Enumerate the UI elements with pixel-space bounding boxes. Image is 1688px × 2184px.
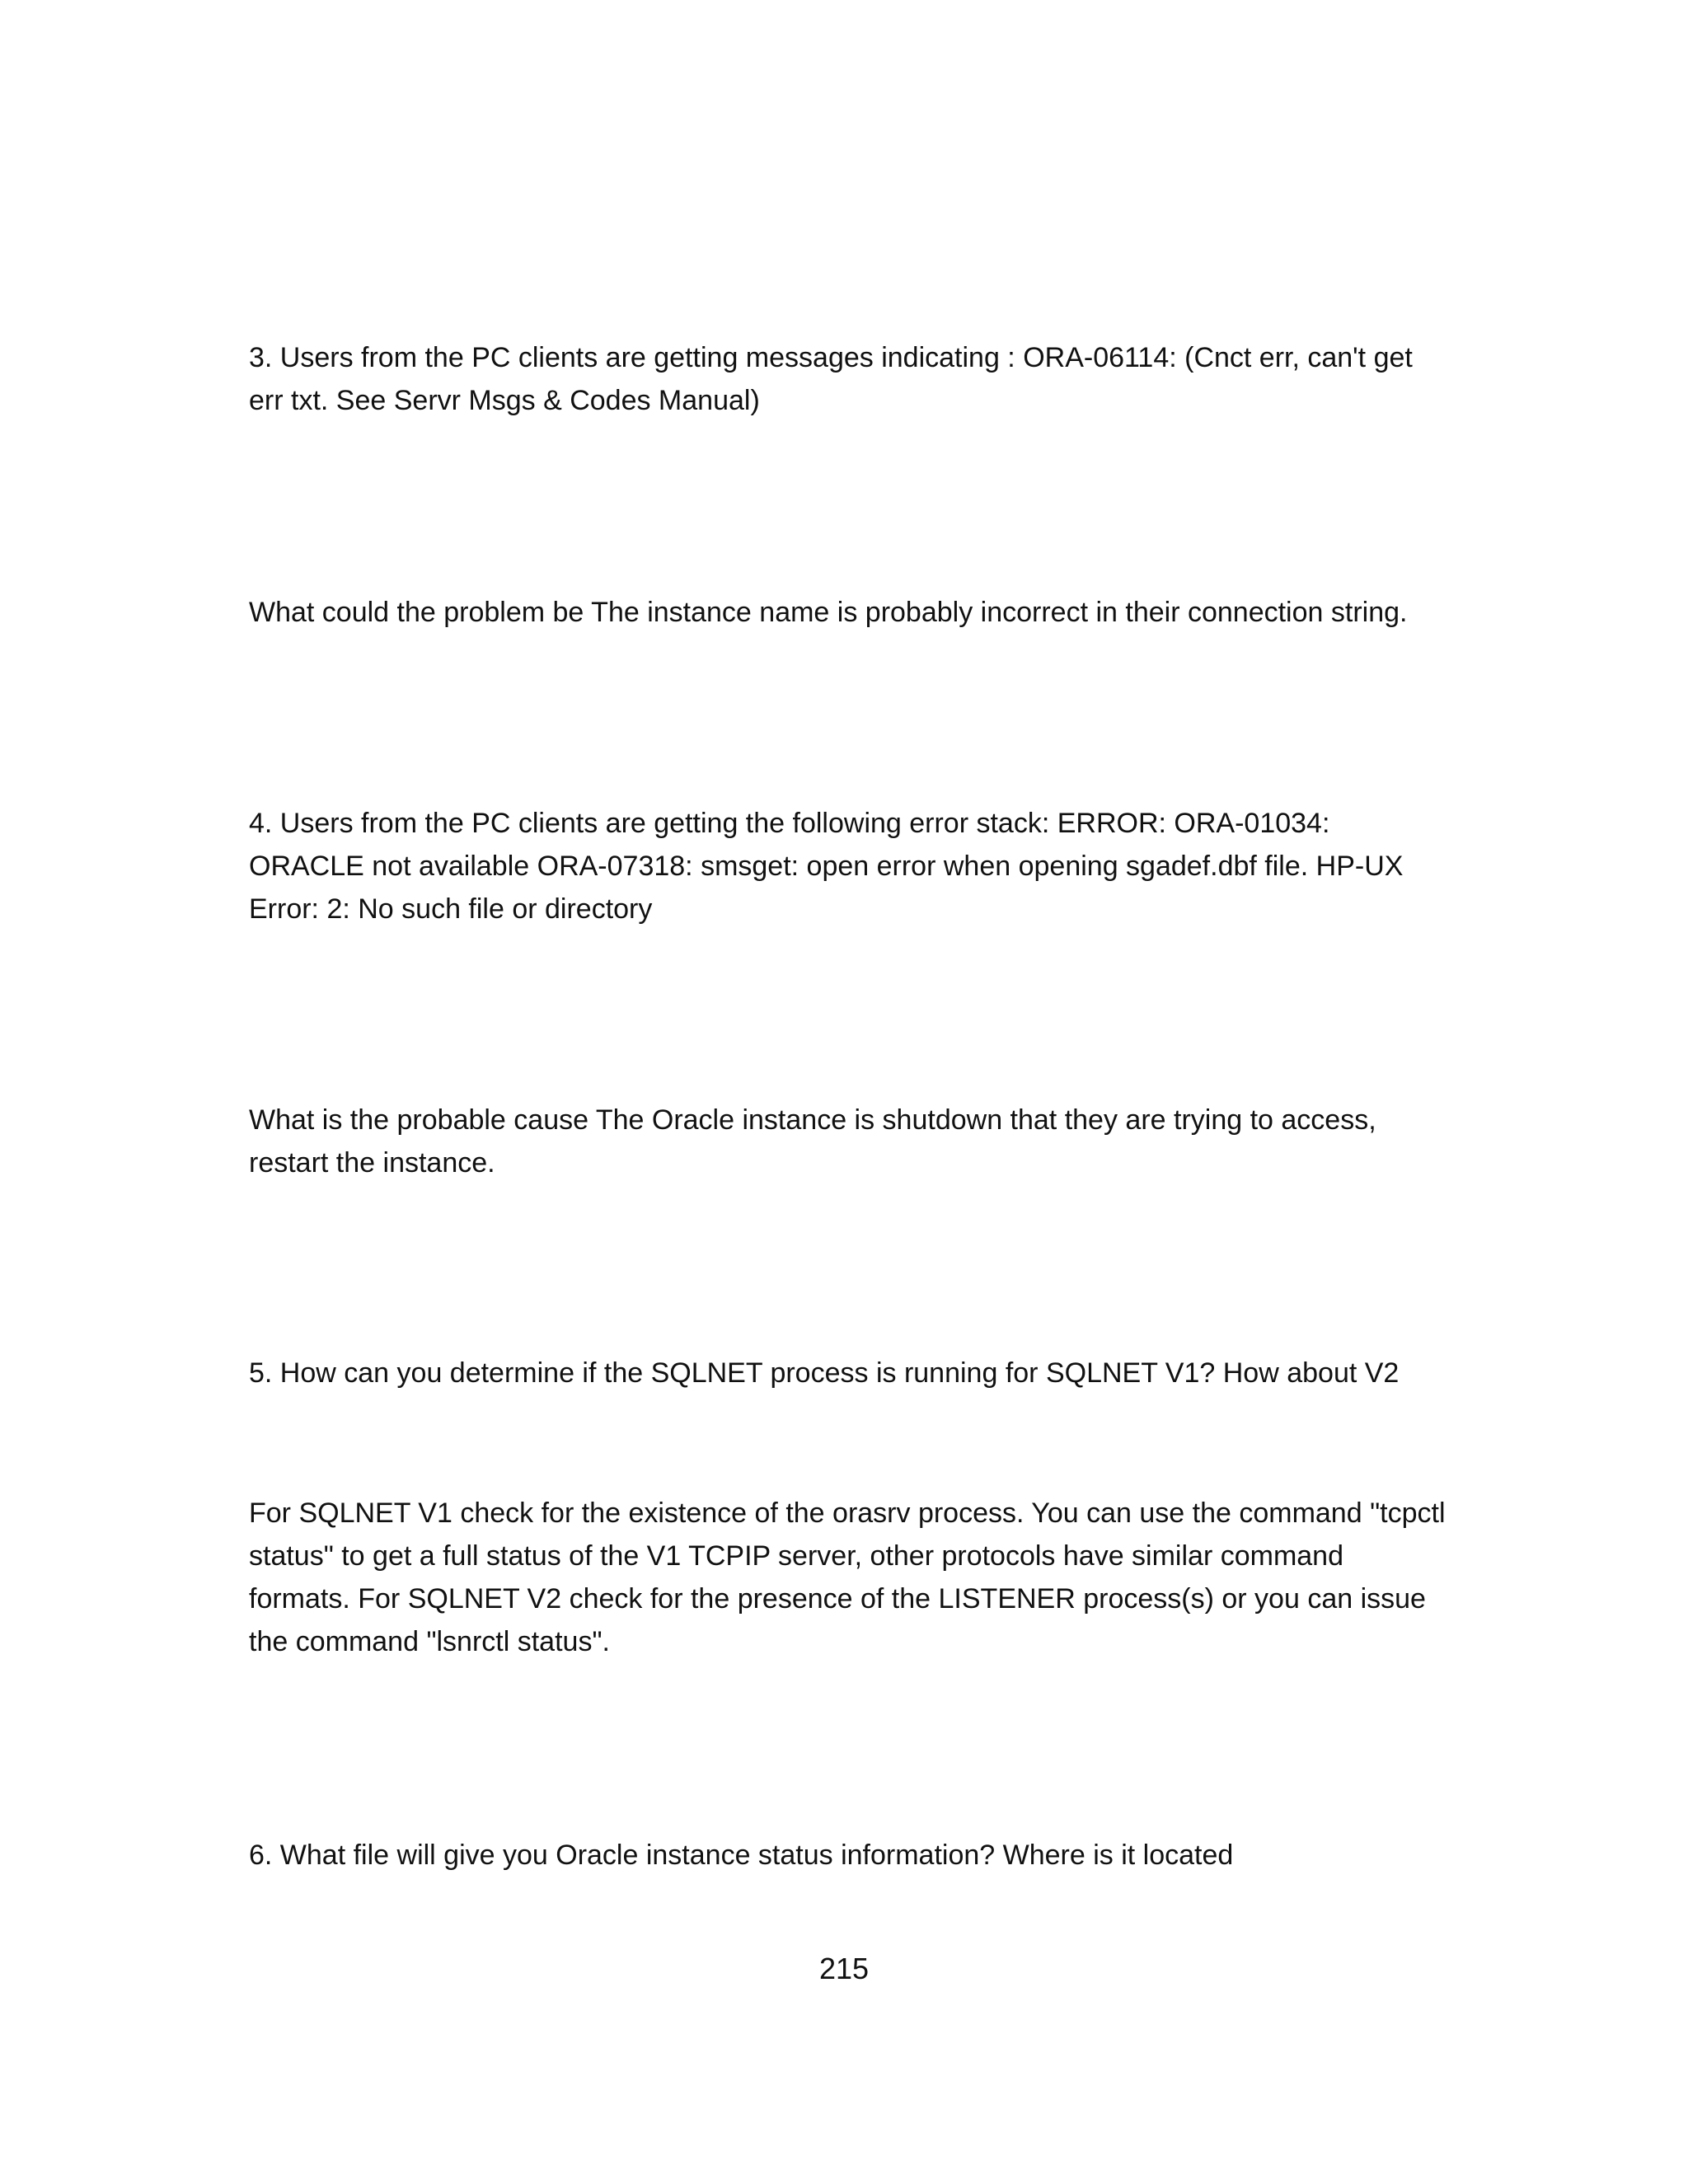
answer-4-text: What is the probable cause The Oracle instance is shutdown that they are trying to access, restart the instance.: [249, 1104, 1376, 1179]
question-5-text: 5. How can you determine if the SQLNET process is running for SQLNET V1? How about V2: [249, 1357, 1400, 1389]
answer-5-text: For SQLNET V1 check for the existence of the orasrv process. You can use the command "tcpctl status" to get a full status of the V1 TCPIP server, other protocols have similar command formats. For SQLNET V2 check for the presence of the LISTENER process(s) or you can issue the command "lsnrctl status".: [249, 1497, 1446, 1657]
question-4-text: 4. Users from the PC clients are getting the following error stack: ERROR: ORA-01034: ORACLE not available ORA-07318: smsget: open error when opening sgadef.dbf file. HP-UX Error: 2: No such file or directory: [249, 808, 1404, 925]
question-3-text: 3. Users from the PC clients are getting messages indicating : ORA-06114: (Cnct err, can't get err txt. See Servr Msgs & Codes Manual): [249, 342, 1413, 416]
answer-3-text: What could the problem be The instance name is probably incorrect in their connection string.: [249, 597, 1408, 628]
page-number: 215: [818, 1952, 870, 1985]
question-6-text: 6. What file will give you Oracle instance status information? Where is it located: [249, 1840, 1234, 1871]
